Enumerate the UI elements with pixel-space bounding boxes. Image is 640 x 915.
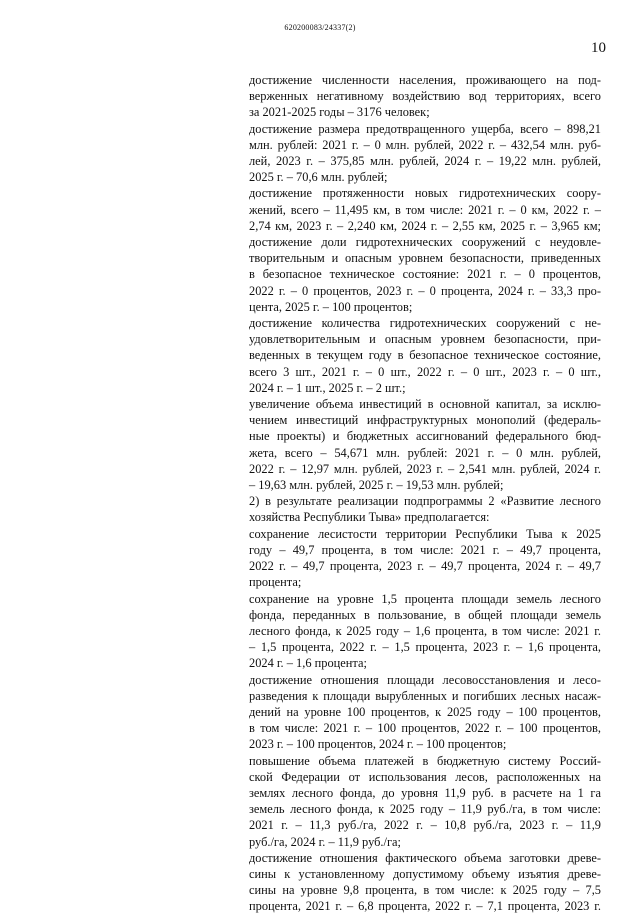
text-line: чением инвестиций инфраструктурных монополий (федераль- xyxy=(249,413,601,428)
text-line: достижение отношения фактического объема заготовки древе- xyxy=(249,850,601,865)
text-line: руб./га, 2024 г. – 11,9 руб./га; xyxy=(249,834,401,849)
text-line: всего 3 шт., 2021 г. – 0 шт., 2022 г. – 0 шт., 2023 г. – 0 шт., xyxy=(249,364,601,379)
text-line: 2) в результате реализации подпрограммы 2 «Развитие лесного xyxy=(249,494,601,509)
text-line: году – 49,7 процента, в том числе: 2021 г. – 49,7 процента, xyxy=(249,542,601,557)
text-line: ской Федерации от использования лесов, расположенных на xyxy=(249,769,601,784)
text-line: верженных негативному воздействию вод территориях, всего xyxy=(249,89,601,104)
text-line: 2024 г. – 1,6 процента; xyxy=(249,656,367,671)
text-line: 2024 г. – 1 шт., 2025 г. – 2 шт.; xyxy=(249,380,406,395)
text-line: 2022 г. – 12,97 млн. рублей, 2023 г. – 2,541 млн. рублей, 2024 г. xyxy=(249,461,601,476)
page-number: 10 xyxy=(591,40,606,56)
text-line: жета, всего – 54,671 млн. рублей: 2021 г. – 0 млн. рублей, xyxy=(249,445,601,460)
text-line: повышение объема платежей в бюджетную систему Россий- xyxy=(249,753,601,768)
text-line: веденных в текущем году в безопасное техническое состояние, xyxy=(249,348,601,363)
text-line: в том числе: 2021 г. – 100 процентов, 2022 г. – 100 процентов, xyxy=(249,721,601,736)
text-line: 2022 г. – 49,7 процента, 2023 г. – 49,7 процента, 2024 г. – 49,7 xyxy=(249,559,601,574)
text-line: лесного фонда, к 2025 году – 1,6 процента, в том числе: 2021 г. xyxy=(249,623,601,638)
text-line: разведения к площади вырубленных и погибших лесных насаж- xyxy=(249,688,601,703)
text-line: увеличение объема инвестиций в основной капитал, за исклю- xyxy=(249,397,601,412)
text-line: достижение численности населения, проживающего на под- xyxy=(249,73,601,87)
text-line: в безопасное техническое состояние: 2021 г. – 0 процентов, xyxy=(249,267,601,282)
text-line: сины к установленному допустимому объему изъятия древе- xyxy=(249,866,601,881)
text-line: лей, 2023 г. – 375,85 млн. рублей, 2024 г. – 19,22 млн. рублей, xyxy=(249,154,601,169)
text-line: 2,74 км, 2023 г. – 2,240 км, 2024 г. – 2,55 км, 2025 г. – 3,965 км; xyxy=(249,218,601,233)
text-line: достижение доли гидротехнических сооружений с неудовле- xyxy=(249,235,601,250)
text-line: 2023 г. – 100 процентов, 2024 г. – 100 процентов; xyxy=(249,737,507,752)
text-line: достижение отношения площади лесовосстановления и лесо- xyxy=(249,672,601,687)
text-line: достижение размера предотвращенного ущерба, всего – 898,21 xyxy=(249,121,601,136)
text-line: жений, всего – 11,495 км, в том числе: 2021 г. – 0 км, 2022 г. – xyxy=(249,202,601,217)
text-line: сины на уровне 9,8 процента, в том числе: к 2025 году – 7,5 xyxy=(249,883,601,898)
document-body-text xyxy=(249,72,601,915)
text-line: 2021 г. – 11,3 руб./га, 2022 г. – 10,8 руб./га, 2023 г. – 11,9 xyxy=(249,818,601,833)
text-line: дений на уровне 100 процентов, к 2025 году – 100 процентов, xyxy=(249,704,601,719)
text-line: 2025 г. – 70,6 млн. рублей; xyxy=(249,170,388,185)
text-line: – 1,5 процента, 2022 г. – 1,5 процента, 2023 г. – 1,6 процента, xyxy=(249,640,601,655)
text-line: хозяйства Республики Тыва» предполагается: xyxy=(249,510,490,525)
text-line: – 19,63 млн. рублей, 2025 г. – 19,53 млн. рублей; xyxy=(249,478,504,493)
document-registration-code: 620200083/24337(2) xyxy=(284,23,356,32)
text-line: достижение протяженности новых гидротехнических соору- xyxy=(249,186,601,201)
text-line: достижение количества гидротехнических сооружений с не- xyxy=(249,316,601,331)
text-line: сохранение на уровне 1,5 процента площади земель лесного xyxy=(249,591,601,606)
text-line: процента; xyxy=(249,575,302,590)
text-line: земель лесного фонда, к 2025 году – 11,9 руб./га, в том числе: xyxy=(249,802,601,817)
text-line: удовлетворительным и опасным уровнем безопасности, при- xyxy=(249,332,601,347)
text-line: сохранение лесистости территории Республики Тыва к 2025 xyxy=(249,526,601,541)
text-line: 2022 г. – 0 процентов, 2023 г. – 0 процента, 2024 г. – 33,3 про- xyxy=(249,283,601,298)
text-line: процента, 2021 г. – 6,8 процента, 2022 г. – 7,1 процента, 2023 г. xyxy=(249,899,601,914)
text-line: творительным и опасным уровнем безопасности, приведенных xyxy=(249,251,601,266)
text-line: ные проекты) и бюджетных ассигнований федерального бюд- xyxy=(249,429,601,444)
text-line: млн. рублей: 2021 г. – 0 млн. рублей, 2022 г. – 432,54 млн. руб- xyxy=(249,137,601,152)
text-line: фонда, переданных в пользование, в общей площади земель xyxy=(249,607,601,622)
text-line: землях лесного фонда, до уровня 11,9 руб. в расчете на 1 га xyxy=(249,785,601,800)
text-line: за 2021-2025 годы – 3176 человек; xyxy=(249,105,430,120)
text-line: цента, 2025 г. – 100 процентов; xyxy=(249,299,413,314)
